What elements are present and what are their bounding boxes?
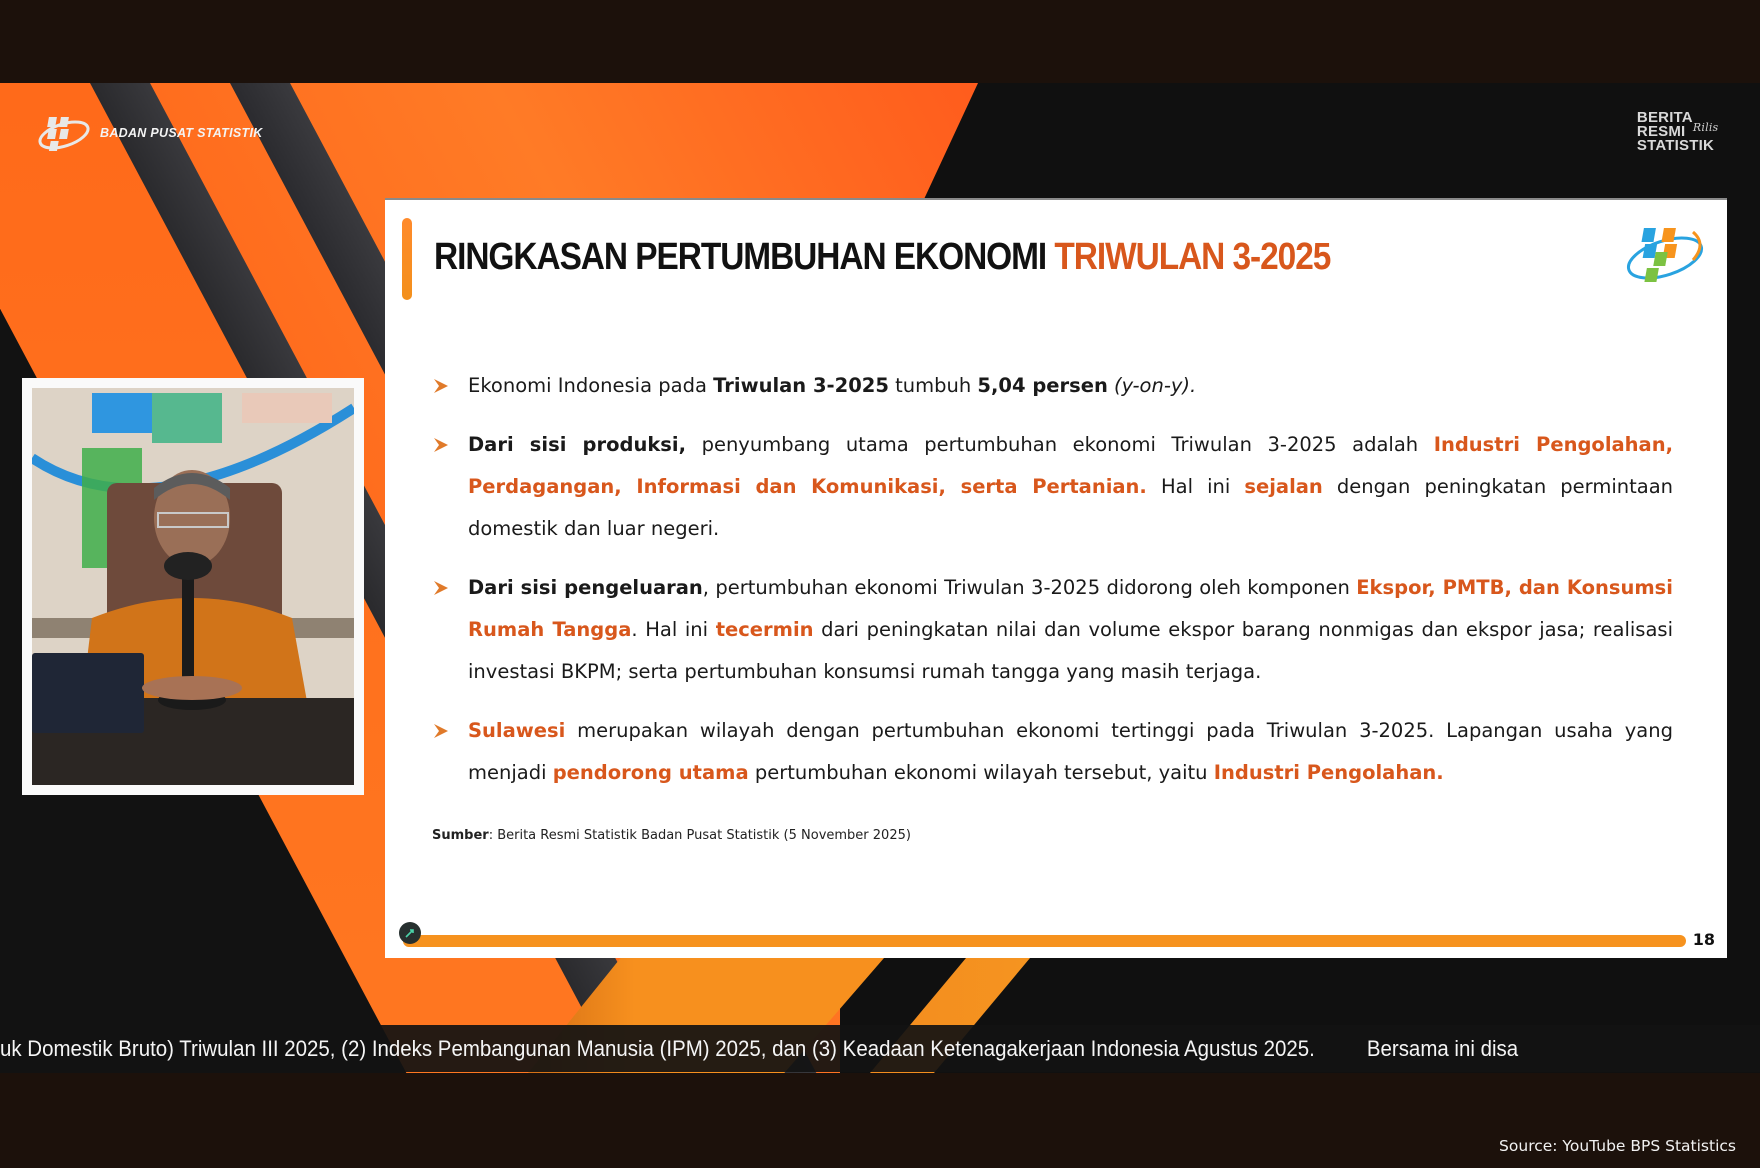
program-logo-line: BERITA — [1636, 109, 1693, 126]
highlight-text: pendorong utama — [552, 761, 749, 784]
bullet-text: Dari sisi pengeluaran — [468, 576, 703, 599]
highlight-text: Industri Pengolahan, Perdagangan, Informasi dan Komunikasi, serta Pertanian. — [468, 433, 1673, 498]
pen-icon[interactable] — [399, 922, 421, 944]
slide-title-accent: TRIWULAN 3-2025 — [1054, 236, 1331, 278]
org-name: BADAN PUSAT STATISTIK — [100, 126, 263, 140]
bullet-text: (y-on-y). — [1107, 374, 1197, 397]
bullet-text: tumbuh — [888, 374, 978, 397]
presentation-background — [0, 83, 1760, 1073]
slide — [385, 198, 1727, 958]
bullet-text: Ekonomi Indonesia pada — [468, 374, 714, 397]
bullet-text: Dari sisi produksi, — [468, 433, 687, 456]
speaker-webcam — [22, 378, 364, 795]
bps-logo-icon — [1623, 222, 1705, 290]
bullet-text: pertumbuhan ekonomi wilayah tersebut, yaitu — [748, 761, 1214, 784]
title-accent-bar — [402, 218, 412, 300]
highlight-text: tecermin — [715, 618, 814, 641]
bullet-text: 5,04 persen — [977, 374, 1108, 397]
arrowhead-right-icon — [433, 580, 449, 596]
arrowhead-right-icon — [433, 378, 449, 394]
bullet-text: , pertumbuhan ekonomi Triwulan 3-2025 didorong oleh komponen — [702, 576, 1357, 599]
program-logo — [1636, 109, 1719, 154]
org-header — [36, 111, 263, 155]
slide-title — [434, 236, 1330, 279]
arrowhead-right-icon — [433, 437, 449, 453]
bullet-text: dengan peningkatan permintaan domestik dan luar negeri. — [468, 475, 1674, 540]
bullet-text: Triwulan 3-2025 — [713, 374, 889, 397]
bullet-text: dari peningkatan nilai dan volume ekspor barang nonmigas dan ekspor jasa; realisasi investasi BKPM; serta pertumbuhan konsumsi rumah tangga yang masih terjaga. — [468, 618, 1673, 683]
bullet-text: merupakan wilayah dengan pertumbuhan ekonomi tertinggi pada Triwulan 3-2025. Lapangan usaha yang menjadi — [468, 719, 1673, 784]
bps-logo-icon — [36, 111, 92, 155]
bullet-item — [433, 365, 1673, 407]
program-logo-line: RESMI — [1636, 123, 1686, 140]
highlight-text: sejalan — [1244, 475, 1323, 498]
summary-bullets — [433, 365, 1673, 811]
bullet-text: Hal ini — [1146, 475, 1245, 498]
program-logo-line: STATISTIK — [1636, 137, 1714, 154]
speaker-video-frame — [32, 388, 354, 785]
bullet-item — [433, 567, 1673, 693]
news-ticker — [0, 1025, 1760, 1072]
program-logo-script: Rilis — [1692, 121, 1719, 134]
bullet-item — [433, 424, 1673, 550]
bullet-item — [433, 710, 1673, 794]
highlight-text: Sulawesi — [468, 719, 566, 742]
source-note — [432, 828, 911, 843]
arrowhead-right-icon — [433, 723, 449, 739]
slide-title-main: RINGKASAN PERTUMBUHAN EKONOMI — [434, 236, 1047, 278]
speaker-video — [32, 388, 354, 785]
source-label: Sumber — [432, 828, 489, 843]
page-number: 18 — [1692, 930, 1715, 949]
ticker-text: uk Domestik Bruto) Triwulan III 2025, (2) Indeks Pembangunan Manusia (IPM) 2025, dan (3) Keadaan Ketenagakerjaan Indonesia Agustus 2025. Bersama ini disa — [0, 1035, 1519, 1061]
slide-progress-bar[interactable] — [403, 935, 1686, 947]
bullet-text: . Hal ini — [631, 618, 716, 641]
highlight-text: Ekspor, PMTB, dan Konsumsi Rumah Tangga — [468, 576, 1673, 641]
bullet-text: penyumbang utama pertumbuhan ekonomi Triwulan 3-2025 adalah — [686, 433, 1434, 456]
source-credit: Source: YouTube BPS Statistics — [1499, 1137, 1736, 1155]
source-text: : Berita Resmi Statistik Badan Pusat Statistik (5 November 2025) — [488, 828, 911, 843]
highlight-text: Industri Pengolahan. — [1213, 761, 1444, 784]
